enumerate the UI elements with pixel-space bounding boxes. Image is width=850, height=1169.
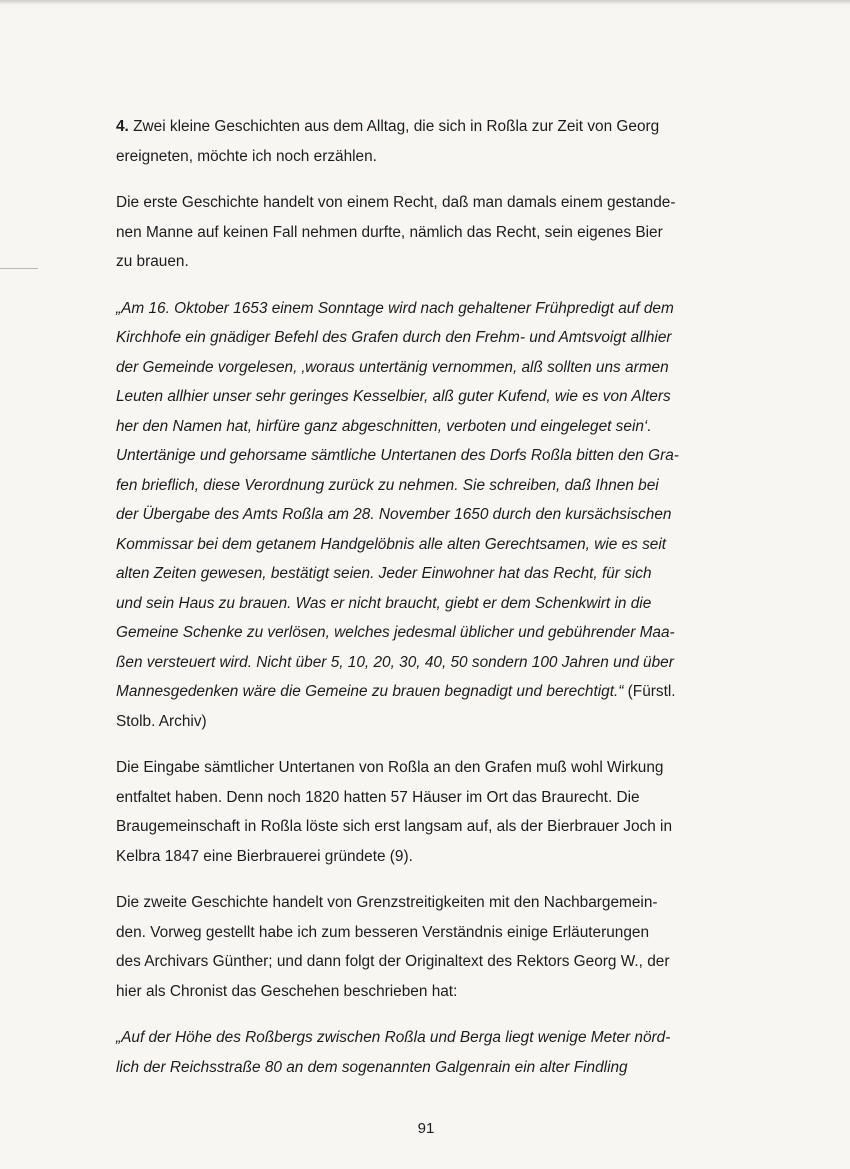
section-intro	[116, 112, 728, 171]
quote-2-line: lich der Reichsstraße 80 an dem sogenannten Galgenrain ein alter Findling	[116, 1058, 628, 1076]
effect-line: Braugemeinschaft in Roßla löste sich erst langsam auf, als der Bierbrauer Joch in	[116, 818, 673, 835]
quote-line: der Gemeinde vorgelesen, ‚woraus untertänig vernommen, alß sollten uns armen	[116, 358, 669, 376]
section-intro-line-2: ereigneten, möchte ich noch erzählen.	[116, 147, 377, 165]
effect-line: entfaltet haben. Denn noch 1820 hatten 57 Häuser im Ort das Braurecht. Die	[116, 788, 640, 806]
archive-source: Stolb. Archiv)	[116, 712, 207, 730]
quote-2-line: „Auf der Höhe des Roßbergs zwischen Roßla und Berga liegt wenige Meter nörd-	[116, 1029, 671, 1046]
first-story-line: zu brauen.	[116, 253, 189, 270]
quote-line: fen brieflich, diese Verordnung zurück zu nehmen. Sie schreiben, daß Ihnen bei	[116, 476, 659, 494]
quote-line: der Übergabe des Amts Roßla am 28. November 1650 durch den kursächsischen	[116, 506, 672, 523]
paragraph-first-story	[116, 188, 728, 277]
second-story-line: den. Vorweg gestellt habe ich zum besseren Verständnis einige Erläuterungen	[116, 923, 650, 941]
quote-line: Kommissar bei dem getanem Handgelöbnis alle alten Gerechtsamen, wie es seit	[116, 535, 667, 553]
second-story-line: des Archivars Günther; und dann folgt der Originaltext des Rektors Georg W., der	[116, 953, 670, 970]
section-number: 4.	[116, 118, 129, 135]
first-story-line: nen Manne auf keinen Fall nehmen durfte, nämlich das Recht, sein eigenes Bier	[116, 223, 663, 241]
quote-line: her den Namen hat, hirfüre ganz abgeschnitten, verboten und eingeleget sein‘.	[116, 417, 652, 435]
quote-line: ßen versteuert wird. Nicht über 5, 10, 20, 30, 40, 50 sondern 100 Jahren und über	[116, 653, 674, 671]
quote-last-line	[116, 677, 728, 707]
quote-line: „Am 16. Oktober 1653 einem Sonntage wird nach gehaltener Frühpredigt auf dem	[116, 299, 674, 317]
archive-source-start: (Fürstl.	[623, 683, 676, 700]
quote-beer-right	[116, 294, 728, 737]
quote-last-text: Mannesgedenken wäre die Gemeine zu brauen begnadigt und berechtigt.“	[116, 683, 624, 700]
effect-line: Kelbra 1847 eine Bierbrauerei gründete (9).	[116, 847, 413, 865]
second-story-line: Die zweite Geschichte handelt von Grenzstreitigkeiten mit den Nachbargemein-	[116, 894, 658, 911]
scan-edge	[0, 0, 850, 5]
section-intro-line-1	[116, 112, 728, 142]
quote-line: Kirchhofe ein gnädiger Befehl des Grafen durch den Frehm- und Amtsvoigt allhier	[116, 329, 672, 346]
quote-line: Untertänige und gehorsame sämtliche Untertanen des Dorfs Roßla bitten den Gra-	[116, 447, 679, 464]
quote-line: Gemeine Schenke zu verlösen, welches jedesmal üblicher und gebührender Maa-	[116, 624, 675, 641]
quote-line: und sein Haus zu brauen. Was er nicht braucht, giebt er dem Schenkwirt in die	[116, 594, 652, 612]
quote-line: alten Zeiten gewesen, bestätigt seien. Jeder Einwohner hat das Recht, für sich	[116, 565, 652, 582]
page-number: 91	[417, 1120, 435, 1137]
scan-margin-mark	[0, 268, 38, 269]
paragraph-effect	[116, 753, 728, 871]
paragraph-second-story	[116, 888, 728, 1006]
quote-boundary-stone	[116, 1023, 728, 1082]
second-story-line: hier als Chronist das Geschehen beschrieben hat:	[116, 982, 458, 1000]
document-body	[116, 112, 728, 1082]
section-intro-text-1: Zwei kleine Geschichten aus dem Alltag, die sich in Roßla zur Zeit von Georg	[128, 118, 660, 135]
first-story-line: Die erste Geschichte handelt von einem Recht, daß man damals einem gestande-	[116, 194, 676, 211]
effect-line: Die Eingabe sämtlicher Untertanen von Roßla an den Grafen muß wohl Wirkung	[116, 759, 664, 776]
quote-line: Leuten allhier unser sehr geringes Kesselbier, alß guter Kufend, wie es von Alters	[116, 388, 671, 405]
